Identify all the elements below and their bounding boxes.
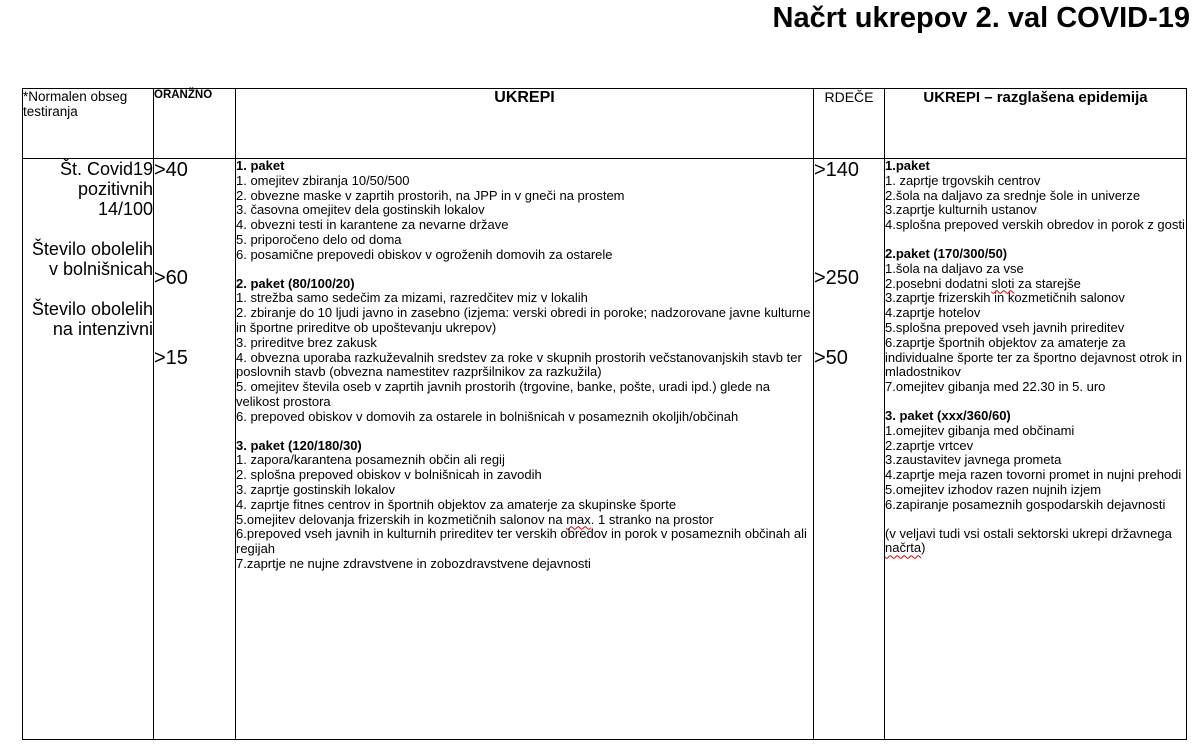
orange-threshold-hospitalized: >60: [154, 267, 188, 289]
list-item: 1. strežba samo sedečim za mizami, razredčitev miz v lokalih: [236, 290, 588, 306]
orange-package-title: 3. paket (120/180/30): [236, 437, 362, 453]
red-package-title: 2.paket (170/300/50): [885, 245, 1008, 261]
header-row: [23, 89, 1187, 159]
orange-package-title: 2. paket (80/100/20): [236, 275, 355, 291]
list-item: 3. prireditve brez zakusk: [236, 334, 377, 350]
red-measures-cell: [885, 159, 1187, 740]
red-threshold-hospitalized: >250: [814, 267, 860, 289]
list-item: 4. obvezna uporaba razkuževalnih sredstev za roke v skupnih prostorih večstanovanjskih stavb ter poslovnih stavb (obvezna namestitev razpršilnikov za razkužila): [236, 349, 802, 380]
list-item: 5. omejitev števila oseb v zaprtih javnih prostorih (trgovine, banke, pošte, uradi ipd.) glede na velikost prostora: [236, 379, 771, 409]
header-red: RDEČE: [814, 89, 885, 159]
orange-package-1: [236, 159, 813, 263]
orange-package-title: 1. paket: [236, 158, 285, 173]
list-item: 6.zaprtje športnih objektov za amaterje za individualne športe ter za športno dejavnost otrok in mladostnikov: [885, 334, 1183, 380]
list-item: 6.zapiranje posameznih gospodarskih dejavnosti: [885, 496, 1166, 512]
list-item: 4. obvezni testi in karantene za nevarne države: [236, 217, 509, 233]
list-item: 1. zaprtje trgovskih centrov: [885, 172, 1041, 188]
list-item: 3.zaprtje frizerskih in kozmetičnih salonov: [885, 290, 1125, 306]
header-orange: ORANŽNO: [154, 89, 236, 159]
red-package-2: [885, 247, 1186, 395]
criterion-hospitalized: Število obolelih v bolnišnicah: [31, 239, 153, 279]
red-note: (v veljavi tudi vsi ostali sektorski ukrepi državnega načrta): [885, 525, 1172, 556]
list-item: 2. splošna prepoved obiskov v bolnišnicah in zavodih: [236, 467, 542, 483]
list-item: 5.splošna prepoved vseh javnih prireditev: [885, 319, 1125, 335]
orange-measures-cell: [236, 159, 814, 740]
list-item: 3.zaprtje kulturnih ustanov: [885, 202, 1037, 218]
list-item: 7.omejitev gibanja med 22.30 in 5. uro: [885, 379, 1106, 395]
header-measures: UKREPI: [236, 89, 814, 159]
list-item: 6. posamične prepovedi obiskov v ogroženih domovih za ostarele: [236, 246, 613, 262]
header-measures-epidemic: UKREPI – razglašena epidemija: [885, 89, 1187, 159]
list-item: 4.zaprtje hotelov: [885, 305, 981, 321]
list-item: 2. zbiranje do 10 ljudi javno in zasebno (izjema: verski obredi in poroke; nadzorovane javne kulturne in športne prireditve ob upoštevanju ukrepov): [236, 305, 811, 335]
body-row: [23, 159, 1187, 740]
red-threshold-intensive: >50: [814, 347, 848, 369]
list-item: 1.omejitev gibanja med občinami: [885, 422, 1075, 438]
list-item: 3. zaprtje gostinskih lokalov: [236, 481, 395, 497]
list-item: 1. omejitev zbiranja 10/50/500: [236, 172, 410, 188]
red-threshold-positive: >140: [814, 159, 860, 181]
red-package-title: 1.paket: [885, 158, 930, 173]
list-item: 6. prepoved obiskov v domovih za ostarele in bolnišnicah v posameznih okoljih/občinah: [236, 408, 739, 424]
criterion-intensive-care: Število obolelih na intenzivni: [31, 299, 153, 339]
red-package-1: [885, 159, 1186, 233]
list-item: 2.posebni dodatni sloti za starejše: [885, 275, 1081, 291]
header-normal-testing: *Normalen obseg testiranja: [23, 89, 154, 159]
list-item: 3.zaustavitev javnega prometa: [885, 452, 1062, 468]
orange-thresholds-cell: [154, 159, 236, 740]
list-item: 3. časovna omejitev dela gostinskih lokalov: [236, 202, 485, 218]
red-thresholds-cell: [814, 159, 885, 740]
criteria-cell: [23, 159, 154, 740]
red-package-3: [885, 409, 1186, 513]
list-item: 5. priporočeno delo od doma: [236, 231, 402, 247]
list-item: 5.omejitev izhodov razen nujnih izjem: [885, 481, 1102, 497]
orange-package-2: [236, 277, 813, 425]
list-item: 2.zaprtje vrtcev: [885, 437, 974, 453]
measures-table: [22, 88, 1187, 740]
list-item: 4.splošna prepoved verskih obredov in porok z gosti: [885, 217, 1185, 233]
criterion-positive-cases: Št. Covid19 pozitivnih 14/100: [59, 159, 153, 219]
list-item: 2.šola na daljavo za srednje šole in univerze: [885, 187, 1141, 203]
red-package-title: 3. paket (xxx/360/60): [885, 407, 1011, 423]
list-item: 5.omejitev delovanja frizerskih in kozmetičnih salonov na max. 1 stranko na prostor: [236, 511, 714, 527]
list-item: 6.prepoved vseh javnih in kulturnih prireditev ter verskih obredov in porok v posameznih občinah ali regijah: [236, 526, 807, 557]
orange-package-3: [236, 439, 813, 572]
list-item: 7.zaprtje ne nujne zdravstvene in zobozdravstvene dejavnosti: [236, 555, 591, 571]
list-item: 4. zaprtje fitnes centrov in športnih objektov za amaterje za skupinske športe: [236, 496, 677, 512]
orange-threshold-positive: >40: [154, 159, 188, 181]
page-title: Načrt ukrepov 2. val COVID-19: [772, 2, 1190, 34]
list-item: 4.zaprtje meja razen tovorni promet in nujni prehodi: [885, 467, 1182, 483]
list-item: 2. obvezne maske v zaprtih prostorih, na JPP in v gneči na prostem: [236, 187, 625, 203]
list-item: 1.šola na daljavo za vse: [885, 260, 1024, 276]
orange-threshold-intensive: >15: [154, 347, 188, 369]
list-item: 1. zapora/karantena posameznih občin ali regij: [236, 452, 505, 468]
